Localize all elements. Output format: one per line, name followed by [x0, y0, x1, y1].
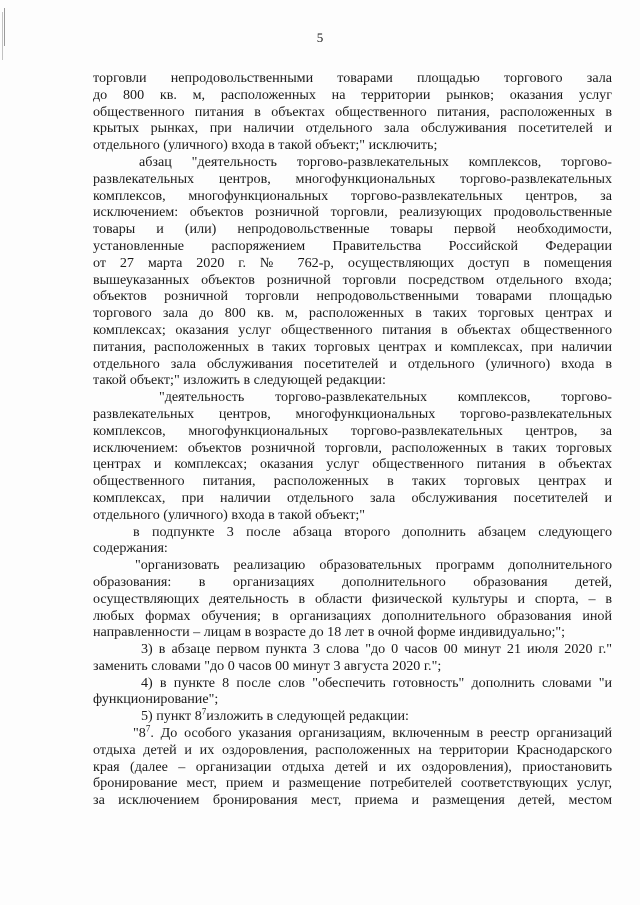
text-line: функционирование"; — [93, 691, 219, 708]
text-line: торгового зала до 800 кв. м, расположенных в таких торговых центрах и — [93, 305, 612, 322]
text-line: объектов розничной торговли непродовольственными товарами площадью — [93, 288, 612, 305]
text-line: содержания: — [93, 540, 168, 557]
text-line: комплексов, многофункциональных торгово-развлекательных центров, за — [93, 422, 612, 439]
text-line: товары и (или) непродовольственные товары первой необходимости, — [93, 221, 612, 238]
text-line: края (далее – организации отдыха детей и их оздоровления), приостановить — [93, 758, 612, 775]
text-line: 4) в пункте 8 после слов "обеспечить готовность" дополнить словами "и — [141, 674, 612, 691]
superscript: 7 — [145, 725, 151, 734]
text-line: бронирование мест, прием и размещение потребителей соответствующих услуг, — [93, 775, 612, 792]
text-line: крытых рынках, при наличии отдельного зала обслуживания посетителей и — [93, 120, 612, 137]
document-body — [93, 70, 612, 809]
text-line: осуществляющих деятельность в области физической культуры и спорта, – в — [93, 590, 612, 607]
text-line: комплексах; оказания услуг общественного питания в объектах общественного — [93, 321, 612, 338]
text-line: центрах и комплексах; оказания услуг общественного питания в объектах — [93, 456, 612, 473]
text-line: отдельного (уличного) входа в такой объект;" — [93, 506, 366, 523]
text-line: 3) в абзаце первом пункта 3 слова "до 0 часов 00 минут 21 июля 2020 г." — [141, 641, 612, 658]
text-line: установленные распоряжением Правительства Российской Федерации — [93, 237, 612, 254]
text-line: от 27 марта 2020 г. № 762-р, осуществляющих доступ в помещения — [93, 254, 612, 271]
text-line: отдыха детей и их оздоровления, расположенных на территории Краснодарского — [93, 741, 612, 758]
text-line: любых формах обучения; в организациях дополнительного образования иной — [93, 607, 612, 624]
text-line: образования: в организациях дополнительного образования детей, — [93, 573, 612, 590]
page-number: 5 — [316, 30, 324, 45]
text-line: отдельного (уличного) входа в такой объект;" исключить; — [93, 137, 438, 154]
text-line: до 800 кв. м, расположенных на территории рынков; оказания услуг — [93, 86, 612, 103]
text-line: 5) пункт $8^7изложить$ в следующей редакции: — [141, 708, 409, 725]
text-line: абзац "деятельность торгово-развлекательных комплексов, торгово- — [139, 153, 612, 170]
text-line: вышеуказанных объектов розничной торговли посредством отдельного входа; — [93, 271, 612, 288]
text-line: общественного питания, расположенных в таких торговых центрах и — [93, 473, 612, 490]
text-line: в подпункте 3 после абзаца второго дополнить абзацем следующего — [133, 523, 612, 540]
text-line: отдельного зала обслуживания посетителей и отдельного (уличного) входа в — [93, 355, 612, 372]
text-line: "организовать реализацию образовательных программ дополнительного — [135, 557, 612, 574]
text-line: торговли непродовольственными товарами площадью торгового зала — [93, 70, 612, 86]
text-line: развлекательных центров, многофункциональных торгово-развлекательных — [93, 405, 612, 422]
text-line: комплексах, при наличии отдельного зала обслуживания посетителей и — [93, 489, 612, 506]
superscript: 7 — [201, 708, 207, 717]
text-line: направленности – лицам в возрасте до 18 лет в очной форме индивидуально;"; — [93, 624, 566, 641]
text-line: комплексов, многофункциональных торгово-развлекательных центров, за — [93, 187, 612, 204]
text-line: "деятельность торгово-развлекательных комплексов, торгово- — [159, 389, 612, 406]
text-line: развлекательных центров, многофункциональных торгово-развлекательных — [93, 170, 612, 187]
text-line: "$8^7$. До особого указания организациям, включенным в реестр организаций — [133, 725, 612, 742]
text-line: исключением: объектов розничной торговли, реализующих продовольственные — [93, 204, 612, 221]
text-line: питания, расположенных в таких торговых центрах и комплексах, при наличии — [93, 338, 612, 355]
text-line: заменить словами "до 0 часов 00 минут 3 августа 2020 г."; — [93, 657, 442, 674]
text-line: такой объект;" изложить в следующей редакции: — [93, 372, 386, 389]
text-line: общественного питания в объектах общественного питания, расположенных в — [93, 103, 612, 120]
text-line: исключением: объектов розничной торговли, расположенных в таких торговых — [93, 439, 612, 456]
text-line: за исключением бронирования мест, приема и размещения детей, местом — [93, 792, 612, 809]
